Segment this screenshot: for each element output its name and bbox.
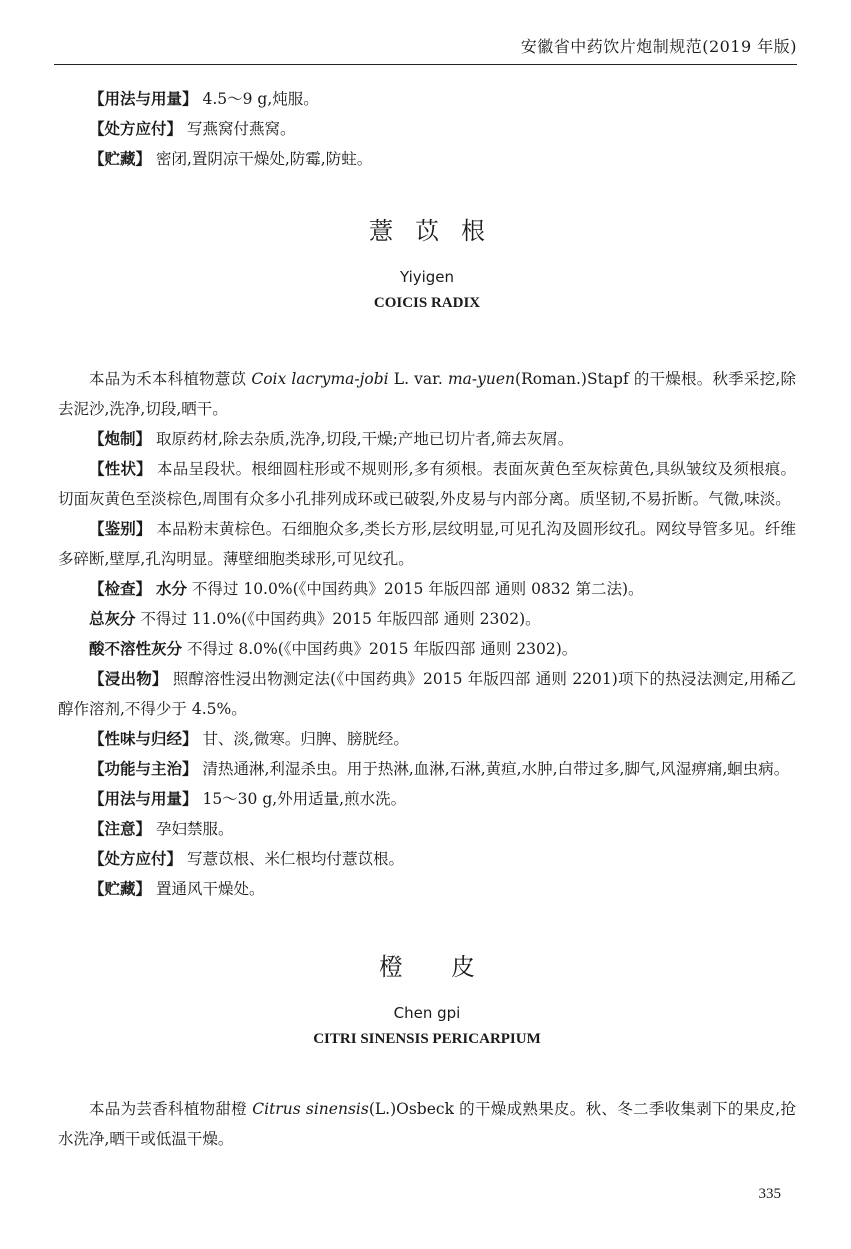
section-tag: 【用法与用量】: [89, 90, 198, 108]
subsection-tag: 总灰分: [89, 610, 136, 628]
latin-binomial: Citrus sinensis: [252, 1100, 369, 1118]
section-caution: [58, 814, 796, 844]
section-check-ash: [58, 604, 796, 634]
section-text: 不得过 11.0%(《中国药典》2015 年版四部 通则 2302)。: [140, 610, 541, 628]
page-number: 335: [758, 1186, 781, 1202]
monograph-intro: [58, 1094, 796, 1154]
subsection-tag: 酸不溶性灰分: [89, 640, 183, 658]
prev-storage: [58, 144, 796, 174]
section-text: 清热通淋,利湿杀虫。用于热淋,血淋,石淋,黄疸,水肿,白带过多,脚气,风湿痹痛,蛔虫病。: [202, 760, 790, 778]
monograph-title-pinyin: Chen gpi: [393, 1004, 461, 1022]
section-text: 写薏苡根、米仁根均付薏苡根。: [186, 850, 404, 868]
header-rule: [54, 64, 797, 65]
intro-text: (Roman.)Stapf 的干燥根。秋季采挖,除去泥沙,洗净,切段,晒干。: [58, 370, 796, 418]
intro-text: L. var.: [388, 370, 448, 388]
section-text: 15～30 g,外用适量,煎水洗。: [202, 790, 407, 808]
page-content: [58, 84, 796, 1154]
section-check-acid-ash: [58, 634, 796, 664]
subsection-tag: 水分: [155, 580, 187, 598]
section-prescription: [58, 844, 796, 874]
section-tag: 【处方应付】: [89, 850, 183, 868]
section-tag: 【检查】: [89, 580, 152, 598]
section-extract: [58, 664, 796, 724]
section-text: 密闭,置阴凉干燥处,防霉,防蛀。: [155, 150, 373, 168]
section-text: 孕妇禁服。: [155, 820, 234, 838]
intro-text: (L.)Osbeck 的干燥成熟果皮。秋、冬二季收集剥下的果皮,抢水洗净,晒干或低温干燥。: [58, 1100, 796, 1148]
section-function: [58, 754, 796, 784]
section-characters: [58, 454, 796, 514]
section-nature: [58, 724, 796, 754]
section-text: 取原药材,除去杂质,洗净,切段,干燥;产地已切片者,筛去灰屑。: [155, 430, 574, 448]
section-tag: 【鉴别】: [89, 520, 152, 538]
section-tag: 【性味与归经】: [89, 730, 198, 748]
prev-usage: [58, 84, 796, 114]
section-identification: [58, 514, 796, 574]
intro-text: 本品为禾本科植物薏苡: [89, 370, 252, 388]
section-tag: 【炮制】: [89, 430, 152, 448]
section-tag: 【贮藏】: [89, 150, 152, 168]
section-tag: 【贮藏】: [89, 880, 152, 898]
section-tag: 【注意】: [89, 820, 152, 838]
section-tag: 【性状】: [89, 460, 152, 478]
monograph-intro: [58, 364, 796, 424]
monograph-title-chinese: 薏苡根: [369, 217, 507, 245]
section-tag: 【处方应付】: [89, 120, 183, 138]
section-storage: [58, 874, 796, 904]
section-tag: 【功能与主治】: [89, 760, 198, 778]
prev-prescription: [58, 114, 796, 144]
monograph-title-latin: COICIS RADIX: [373, 295, 481, 311]
latin-binomial: Coix lacryma-jobi: [251, 370, 389, 388]
intro-text: 本品为芸香科植物甜橙: [89, 1100, 253, 1118]
section-text: 本品呈段状。根细圆柱形或不规则形,多有须根。表面灰黄色至灰棕黄色,具纵皱纹及须根痕。切面灰黄色至淡棕色,周围有众多小孔排列成环或已破裂,外皮易与内部分离。质坚韧,不易折断。气微,味淡。: [58, 460, 796, 508]
section-tag: 【浸出物】: [89, 670, 168, 688]
section-processing: [58, 424, 796, 454]
section-text: 甘、淡,微寒。归脾、膀胱经。: [202, 730, 409, 748]
latin-variety: ma-yuen: [447, 370, 516, 388]
section-text: 不得过 8.0%(《中国药典》2015 年版四部 通则 2302)。: [186, 640, 578, 658]
section-text: 不得过 10.0%(《中国药典》2015 年版四部 通则 0832 第二法)。: [191, 580, 644, 598]
section-text: 4.5～9 g,炖服。: [202, 90, 319, 108]
monograph-title-pinyin: Yiyigen: [399, 268, 455, 286]
monograph-title-chinese: 橙皮: [379, 953, 523, 981]
section-text: 置通风干燥处。: [155, 880, 265, 898]
section-text: 本品粉末黄棕色。石细胞众多,类长方形,层纹明显,可见孔沟及圆形纹孔。网纹导管多见。纤维多碎断,壁厚,孔沟明显。薄壁细胞类球形,可见纹孔。: [58, 520, 796, 568]
section-text: 照醇溶性浸出物测定法(《中国药典》2015 年版四部 通则 2201)项下的热浸法测定,用稀乙醇作溶剂,不得少于 4.5%。: [58, 670, 796, 718]
section-tag: 【用法与用量】: [89, 790, 198, 808]
section-text: 写燕窝付燕窝。: [186, 120, 296, 138]
section-check-water: [58, 574, 796, 604]
monograph-title-latin: CITRI SINENSIS PERICARPIUM: [313, 1031, 541, 1047]
running-header: 安徽省中药饮片炮制规范(2019 年版): [520, 37, 797, 56]
section-usage: [58, 784, 796, 814]
